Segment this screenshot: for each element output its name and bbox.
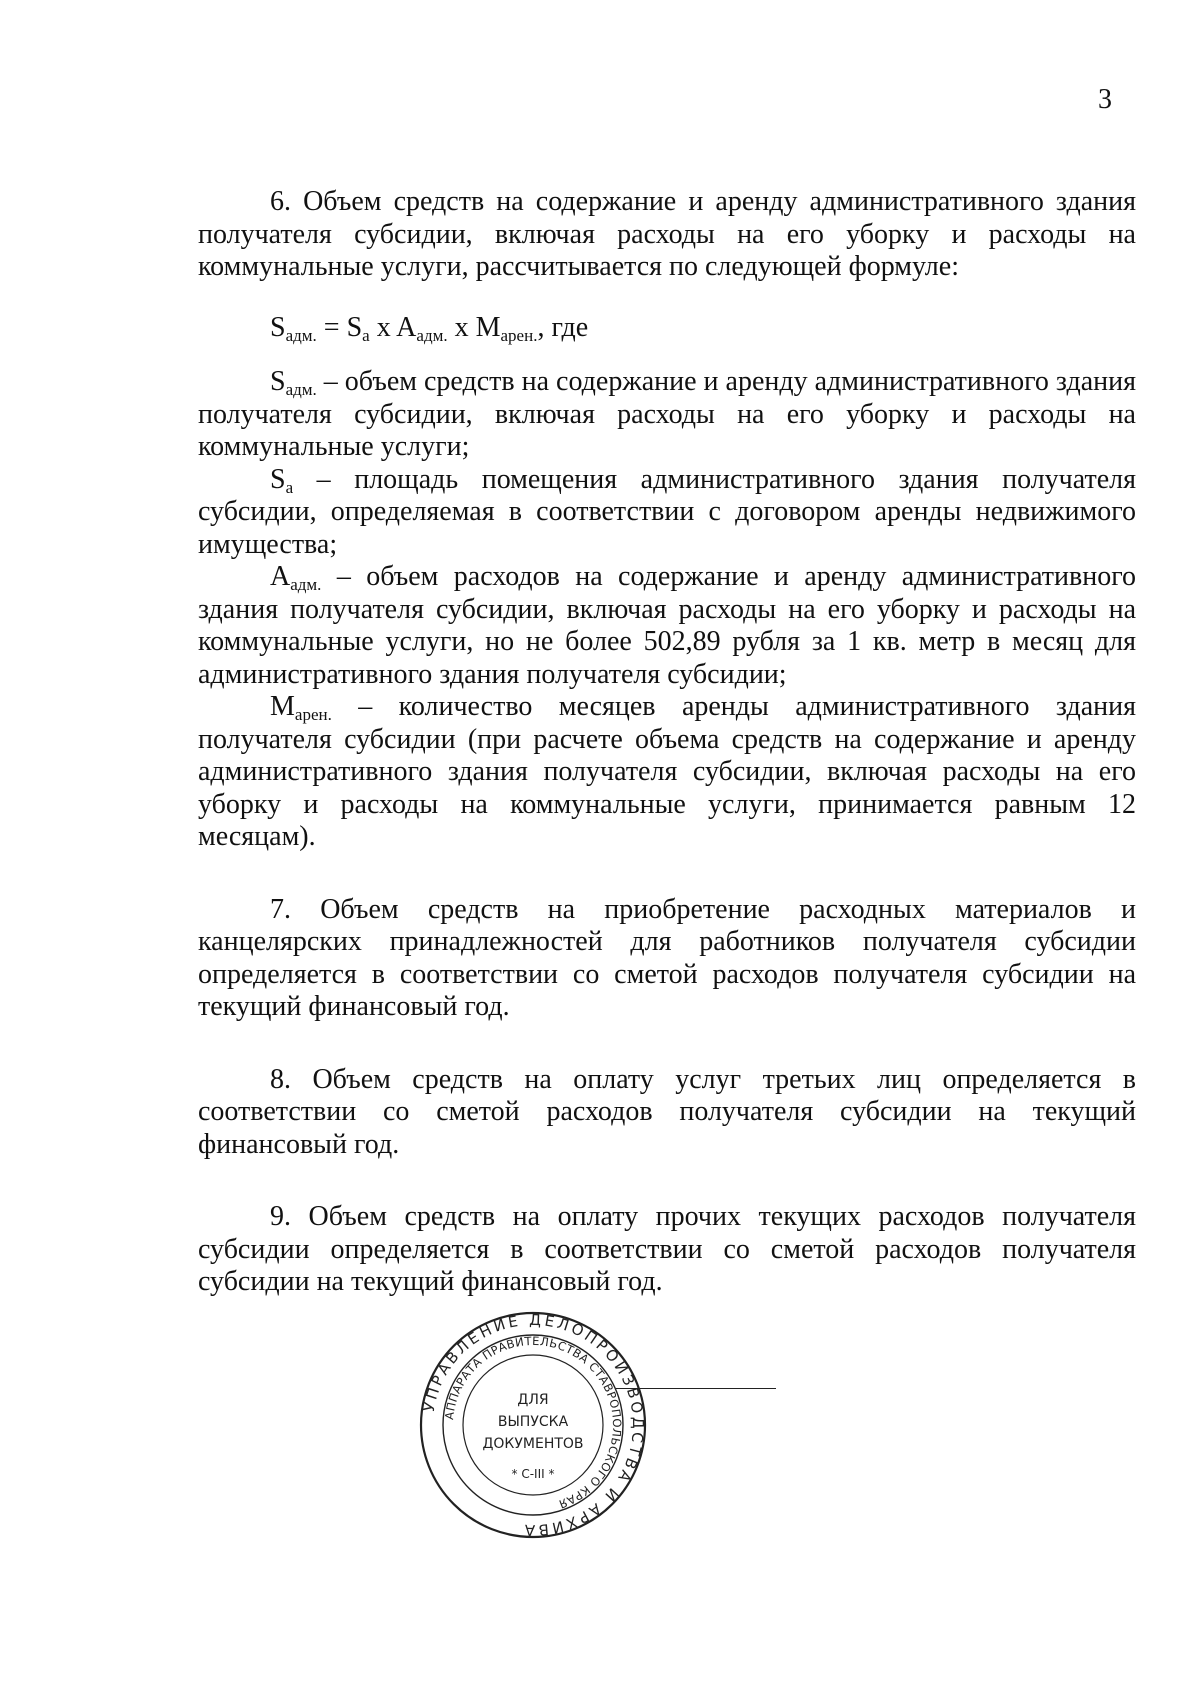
formula: $S_{адм.} = S_а$ x $A_{адм.}$ x $M_{арен.}$, где xyxy=(270,311,589,345)
definition-a-adm: $A_{адм.}$ – объем расходов на содержание и аренду административного здания получателя субсидии, включая расходы на его уборку и расходы на коммунальные услуги, но не более 502,89 рубля за 1 кв. метр в месяц для административного здания получателя субсидии; xyxy=(198,561,1136,690)
formula-lhs: S xyxy=(270,311,286,343)
definition-s-adm: $S_{адм.}$ – объем средств на содержание и аренду административного здания получателя субсидии, включая расходы на его уборку и расходы на коммунальные услуги; xyxy=(198,366,1136,462)
definition-m-aren: $M_{арен.}$ – количество месяцев аренды административного здания получателя субсидии (при расчете объема средств на содержание и аренду административного здания получателя субсидии, включая расходы на его уборку и расходы на коммунальные услуги, принимается равным 12 месяцам). xyxy=(198,691,1136,852)
paragraph-7: 7. Объем средств на приобретение расходных материалов и канцелярских принадлежностей для работников получателя субсидии определяется в соответствии со сметой расходов получателя субсидии на текущий финансовый год. xyxy=(198,893,1136,1022)
paragraph-9: 9. Объем средств на оплату прочих текущих расходов получателя субсидии определяется в соответствии со сметой расходов получателя субсидии на текущий финансовый год. xyxy=(198,1201,1136,1297)
stamp-center-line-2: ВЫПУСКА xyxy=(497,1414,569,1430)
official-stamp xyxy=(418,1310,648,1540)
page-number: 3 xyxy=(1098,84,1112,115)
stamp-center-line-3: ДОКУМЕНТОВ xyxy=(482,1436,584,1452)
stamp-center-line-1: ДЛЯ xyxy=(517,1392,549,1408)
document-body xyxy=(198,186,1136,1299)
stamp-inner-text: АППАРАТА ПРАВИТЕЛЬСТВА СТАВРОПОЛЬСКОГО КРАЯ xyxy=(442,1333,625,1512)
definition-s-a: $S_а$ – площадь помещения административного здания получателя субсидии, определяемая в соответствии с договором аренды недвижимого имущества; xyxy=(198,463,1136,560)
paragraph-8: 8. Объем средств на оплату услуг третьих лиц определяется в соответствии со сметой расходов получателя субсидии на текущий финансовый год. xyxy=(198,1063,1136,1160)
stamp-outer-text: УПРАВЛЕНИЕ ДЕЛОПРОИЗВОДСТВА И АРХИВА xyxy=(419,1310,648,1540)
paragraph-6: 6. Объем средств на содержание и аренду административного здания получателя субсидии, включая расходы на его уборку и расходы на коммунальные услуги, рассчитывается по следующей формуле: xyxy=(198,186,1136,282)
stamp-code: * С-III * xyxy=(511,1467,555,1481)
